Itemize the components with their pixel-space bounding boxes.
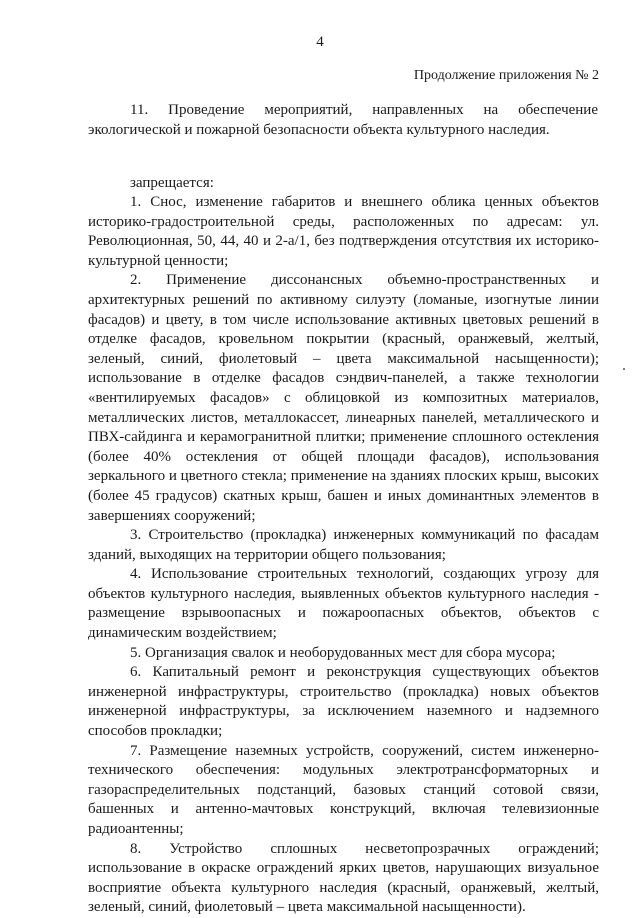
- page-number: 4: [316, 34, 324, 50]
- appendix-continuation-note: Продолжение приложения № 2: [413, 68, 599, 83]
- section-heading: 11. Проведение мероприятий, направленных на обеспечение экологической и пожарной безопасности объекта культурного наследия.: [88, 102, 598, 138]
- scan-speck: [623, 368, 625, 370]
- prohibitions-list: [88, 193, 599, 918]
- list-item: 8. Устройство сплошных несветопрозрачных ограждений; использование в окраске ограждений ярких цветов, нарушающих визуальное восприятие объекта культурного наследия (красный, оранжевый, желтый, зеленый, синий, фиолетовый – цвета максимальной насыщенности).: [88, 840, 599, 916]
- list-item: 4. Использование строительных технологий, создающих угрозу для объектов культурного наследия, выявленных объектов культурного наследия - размещение взрывоопасных и пожароопасных объектов, объектов с динамическим воздействием;: [88, 566, 599, 642]
- intro-text: запрещается:: [130, 175, 214, 191]
- list-item: 6. Капитальный ремонт и реконструкция существующих объектов инженерной инфраструктуры, строительство (прокладка) новых объектов инженерной инфраструктуры, за исключением наземного и надземного способов прокладки;: [88, 664, 599, 740]
- list-item: 7. Размещение наземных устройств, сооружений, систем инженерно-технического обеспечения: модульных электротрансформаторных и газораспределительных подстанций, базовых станций сотовой связи, башенных и антенно-мачтовых конструкций, включая телевизионные радиоантенны;: [88, 742, 599, 837]
- list-item: 2. Применение диссонансных объемно-пространственных и архитектурных решений по активному силуэту (ломаные, изогнутые линии фасадов) и цвету, в том числе использование активных цветовых решений в отделке фасадов, кровельном покрытии (красный, оранжевый, желтый, зеленый, синий, фиолетовый – цвета максимальной насыщенности); использование в отделке фасадов сэндвич-панелей, а также технологии «вентилируемых фасадов» с облицовкой из композитных материалов, металлических листов, металлокассет, линеарных панелей, металлического и ПВХ-сайдинга и керамогранитной плитки; применение сплошного остекления (более 40% остекления от общей площади фасадов), использования зеркального и цветного стекла; применение на зданиях плоских крыш, высоких (более 45 градусов) скатных крыш, башен и иных доминантных элементов в завершениях сооружений;: [88, 272, 599, 524]
- list-item: 1. Снос, изменение габаритов и внешнего облика ценных объектов историко-градостроительной среды, расположенных по адресам: ул. Революционная, 50, 44, 40 и 2-а/1, без подтверждения отсутствия их историко-культурной ценности;: [88, 194, 599, 269]
- list-item: 3. Строительство (прокладка) инженерных коммуникаций по фасадам зданий, выходящих на территории общего пользования;: [88, 527, 599, 563]
- list-item: 5. Организация свалок и необорудованных мест для сбора мусора;: [130, 644, 556, 661]
